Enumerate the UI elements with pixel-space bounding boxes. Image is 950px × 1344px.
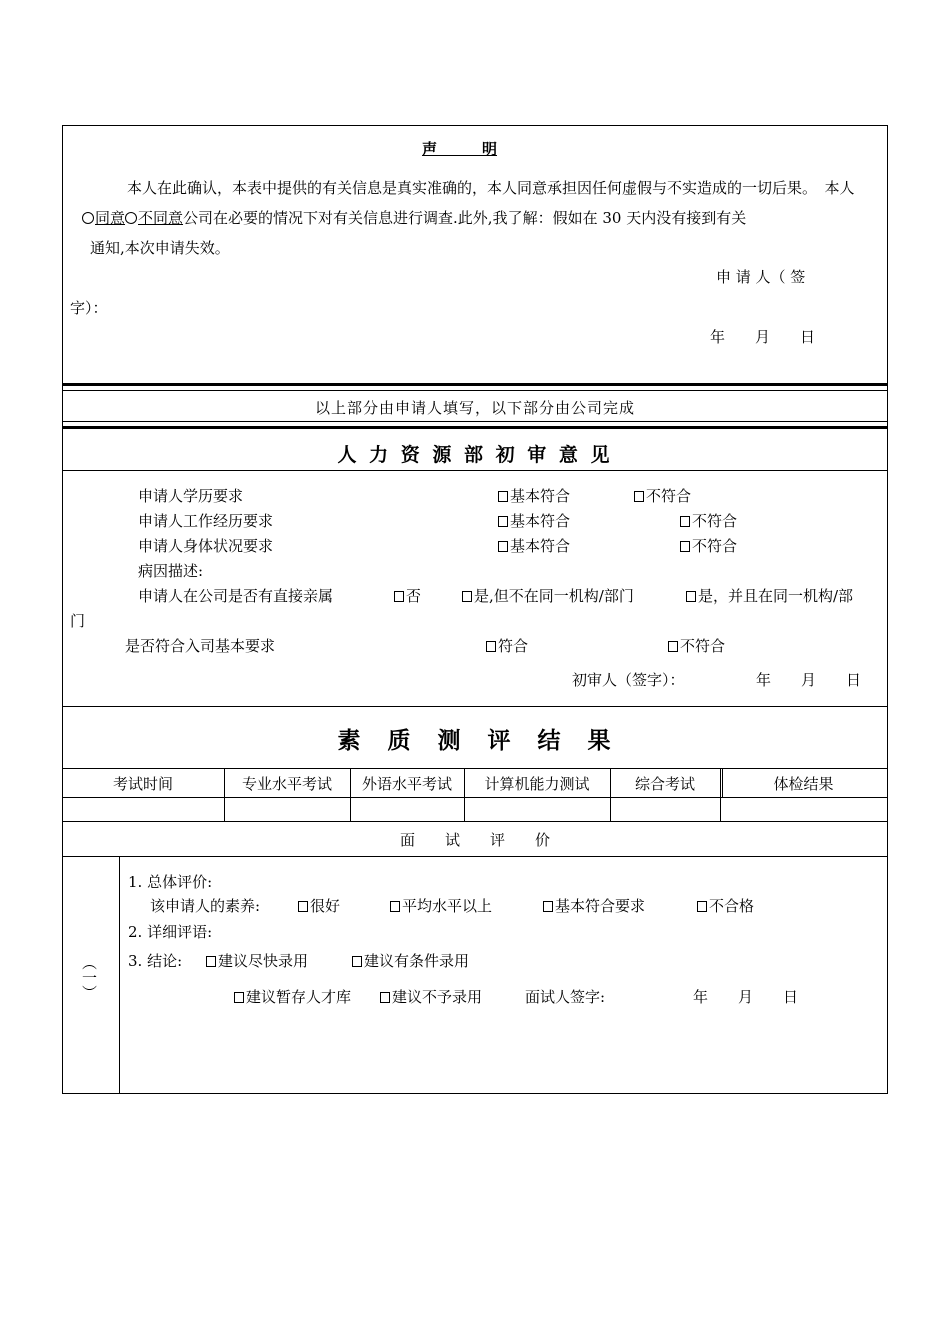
checkbox-icon[interactable] <box>697 901 707 912</box>
header-language-exam: 外语水平考试 <box>361 775 452 793</box>
conclusion-opt-reject[interactable] <box>380 986 482 1007</box>
hr-row-education-opt1[interactable] <box>498 485 570 506</box>
option-label: 基本符合 <box>510 537 571 555</box>
agree-radio-icon[interactable] <box>82 212 94 224</box>
interview-title-bottom <box>62 856 888 857</box>
header-professional-exam: 专业水平考试 <box>241 775 332 793</box>
declaration-date: 年 月 日 <box>710 328 816 346</box>
option-label: 建议尽快录用 <box>218 952 309 970</box>
divider-note: 以上部分由申请人填写，以下部分由公司完成 <box>314 399 635 417</box>
header-exam-time: 考试时间 <box>112 775 173 793</box>
divider-thick-2 <box>62 426 888 429</box>
checkbox-icon[interactable] <box>206 956 216 967</box>
reviewer-signature: 初审人（签字）： <box>572 671 685 689</box>
hr-row-health-opt1[interactable] <box>498 535 570 556</box>
checkbox-icon[interactable] <box>686 591 696 602</box>
option-label: 符合 <box>498 637 529 655</box>
checkbox-icon[interactable] <box>234 992 244 1003</box>
option-label: 不符合 <box>646 487 692 505</box>
quality-opt-meets[interactable] <box>543 895 645 916</box>
relative-yes-same-option[interactable] <box>686 585 853 606</box>
option-label: 基本符合 <box>510 487 571 505</box>
assessment-title: 素 质 测 评 结 果 <box>337 727 613 754</box>
interviewer-signature: 面试人签字: <box>525 988 606 1006</box>
disagree-label: 不同意 <box>138 209 184 227</box>
option-label: 很好 <box>310 897 341 915</box>
interview-side-label: （一） <box>80 955 98 1000</box>
checkbox-icon[interactable] <box>498 541 508 552</box>
reviewer-date: 年 月 日 <box>756 671 862 689</box>
checkbox-icon[interactable] <box>680 541 690 552</box>
checkbox-icon[interactable] <box>352 956 362 967</box>
divider-thin-2 <box>62 421 888 422</box>
col-divider-5b <box>722 768 723 797</box>
interview-title: 面 试 评 价 <box>399 831 550 849</box>
checkbox-icon[interactable] <box>668 641 678 652</box>
option-label: 基本符合 <box>510 512 571 530</box>
option-label: 基本符合要求 <box>555 897 646 915</box>
checkbox-icon[interactable] <box>543 901 553 912</box>
option-label: 是，并且在同一机构/部 <box>698 587 854 605</box>
declaration-line3: 通知,本次申请失效。 <box>90 239 230 257</box>
option-label: 建议不予录用 <box>392 988 483 1006</box>
col-divider-5 <box>720 768 721 821</box>
checkbox-icon[interactable] <box>634 491 644 502</box>
hr-section-bottom <box>62 706 888 707</box>
assessment-title-bottom <box>62 768 888 769</box>
hr-row-work-opt1[interactable] <box>498 510 570 531</box>
checkbox-icon[interactable] <box>298 901 308 912</box>
quality-opt-unqualified[interactable] <box>697 895 754 916</box>
header-health-check: 体检结果 <box>773 775 834 793</box>
declaration-line2-rest: 公司在必要的情况下对有关信息进行调查.此外,我了解：假如在 30 天内没有接到有关 <box>183 209 747 227</box>
option-label: 平均水平以上 <box>402 897 493 915</box>
basic-no-option[interactable] <box>668 635 725 656</box>
quality-opt-above-average[interactable] <box>390 895 492 916</box>
relative-yes-diff-option[interactable] <box>462 585 634 606</box>
hr-row-health-opt2[interactable] <box>680 535 737 556</box>
frame-left <box>62 125 63 1094</box>
assessment-header-bottom <box>62 797 888 798</box>
hr-review-title: 人 力 资 源 部 初 审 意 见 <box>337 444 613 466</box>
interview-date: 年 月 日 <box>693 988 799 1006</box>
quality-opt-excellent[interactable] <box>298 895 340 916</box>
disagree-radio-icon[interactable] <box>125 212 137 224</box>
hr-row-health-label: 申请人身体状况要求 <box>138 537 274 555</box>
hr-row-work-label: 申请人工作经历要求 <box>138 512 274 530</box>
detailed-comment-label: 2. 详细评语: <box>128 923 213 941</box>
overall-evaluation-label: 1. 总体评价: <box>128 873 213 891</box>
option-label: 否 <box>406 587 422 605</box>
divider-thick-1 <box>62 383 888 386</box>
option-label: 不合格 <box>709 897 755 915</box>
quality-label: 该申请人的素养: <box>150 897 261 915</box>
checkbox-icon[interactable] <box>390 901 400 912</box>
hr-row-work-opt2[interactable] <box>680 510 737 531</box>
option-label: 不符合 <box>692 512 738 530</box>
checkbox-icon[interactable] <box>462 591 472 602</box>
frame-bottom <box>62 1093 888 1094</box>
checkbox-icon[interactable] <box>680 516 690 527</box>
conclusion-opt-hire-soon[interactable] <box>206 950 308 971</box>
interview-side-divider <box>119 856 120 1094</box>
checkbox-icon[interactable] <box>394 591 404 602</box>
frame-right <box>887 125 888 1094</box>
basic-yes-option[interactable] <box>486 635 528 656</box>
checkbox-icon[interactable] <box>486 641 496 652</box>
relative-no-option[interactable] <box>394 585 421 606</box>
conclusion-opt-talent-pool[interactable] <box>234 986 351 1007</box>
conclusion-label: 3. 结论: <box>128 952 183 970</box>
conclusion-opt-conditional[interactable] <box>352 950 469 971</box>
option-label: 建议暂存人才库 <box>246 988 352 1006</box>
col-divider-2 <box>350 768 351 821</box>
basic-requirement-label: 是否符合入司基本要求 <box>125 637 276 655</box>
option-label: 建议有条件录用 <box>364 952 470 970</box>
illness-description-label: 病因描述: <box>138 562 204 580</box>
checkbox-icon[interactable] <box>498 491 508 502</box>
col-divider-3 <box>464 768 465 821</box>
assessment-row-bottom <box>62 821 888 822</box>
relative-label: 申请人在公司是否有直接亲属 <box>138 587 334 605</box>
header-computer-test: 计算机能力测试 <box>484 775 590 793</box>
checkbox-icon[interactable] <box>380 992 390 1003</box>
checkbox-icon[interactable] <box>498 516 508 527</box>
header-comprehensive-exam: 综合考试 <box>634 775 695 793</box>
col-divider-1 <box>224 768 225 821</box>
option-label: 不符合 <box>692 537 738 555</box>
declaration-line1: 本人在此确认，本表中提供的有关信息是真实准确的，本人同意承担因任何虚假与不实造成的一切后果。 本人 <box>127 179 855 197</box>
applicant-signature-b: 字）： <box>70 299 108 317</box>
relative-yes-same-wrap: 门 <box>70 612 86 630</box>
col-divider-4 <box>610 768 611 821</box>
declaration-title: 声 明 <box>422 140 498 158</box>
declaration-line2 <box>82 207 746 228</box>
hr-row-education-opt2[interactable] <box>634 485 691 506</box>
applicant-signature-a: 申 请 人（ 签 <box>716 268 806 286</box>
divider-thin-1 <box>62 390 888 391</box>
agree-label: 同意 <box>95 209 126 227</box>
hr-title-bottom <box>62 470 888 471</box>
hr-row-education-label: 申请人学历要求 <box>138 487 244 505</box>
option-label: 是,但不在同一机构/部门 <box>474 587 634 605</box>
option-label: 不符合 <box>680 637 726 655</box>
frame-top <box>62 125 888 126</box>
